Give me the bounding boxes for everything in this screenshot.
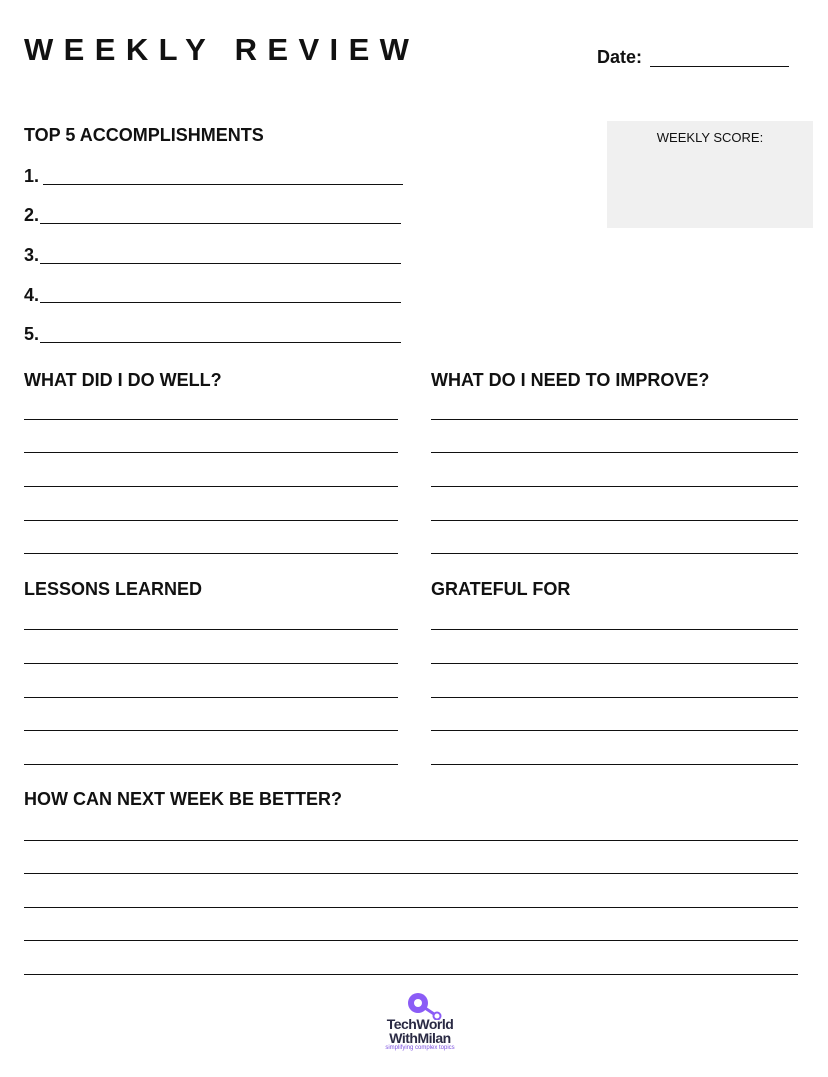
accomplishment-number-3: 3. — [24, 245, 40, 265]
grateful-line-3[interactable] — [431, 697, 798, 698]
grateful-heading: GRATEFUL FOR — [431, 579, 571, 599]
improve-line-4[interactable] — [431, 520, 798, 521]
improve-line-5[interactable] — [431, 553, 798, 554]
lessons-line-1[interactable] — [24, 629, 398, 630]
lessons-line-3[interactable] — [24, 697, 398, 698]
accomplishment-line-4[interactable] — [40, 302, 401, 303]
grateful-line-4[interactable] — [431, 730, 798, 731]
logo-text-line1: TechWorld — [386, 1016, 454, 1032]
lessons-line-4[interactable] — [24, 730, 398, 731]
next-week-line-3[interactable] — [24, 907, 798, 908]
improve-line-3[interactable] — [431, 486, 798, 487]
weekly-score-label: WEEKLY SCORE: — [656, 130, 764, 145]
lessons-line-5[interactable] — [24, 764, 398, 765]
next-week-heading: HOW CAN NEXT WEEK BE BETTER? — [24, 789, 342, 809]
did-well-line-3[interactable] — [24, 486, 398, 487]
accomplishment-number-1: 1. — [24, 166, 40, 186]
grateful-line-1[interactable] — [431, 629, 798, 630]
did-well-line-5[interactable] — [24, 553, 398, 554]
accomplishments-heading: TOP 5 ACCOMPLISHMENTS — [24, 125, 264, 145]
logo-tagline: simplifying complex topics — [385, 1045, 455, 1051]
grateful-line-5[interactable] — [431, 764, 798, 765]
accomplishment-line-5[interactable] — [40, 342, 401, 343]
lessons-line-2[interactable] — [24, 663, 398, 664]
date-field-line[interactable] — [650, 66, 789, 67]
accomplishment-number-4: 4. — [24, 285, 40, 305]
lessons-heading: LESSONS LEARNED — [24, 579, 203, 599]
did-well-line-4[interactable] — [24, 520, 398, 521]
accomplishment-number-2: 2. — [24, 205, 40, 225]
improve-heading: WHAT DO I NEED TO IMPROVE? — [431, 370, 710, 390]
next-week-line-1[interactable] — [24, 840, 798, 841]
next-week-line-2[interactable] — [24, 873, 798, 874]
improve-line-1[interactable] — [431, 419, 798, 420]
did-well-heading: WHAT DID I DO WELL? — [24, 370, 222, 390]
accomplishment-number-5: 5. — [24, 324, 40, 344]
logo-text-line2: WithMilan — [389, 1030, 451, 1046]
next-week-line-5[interactable] — [24, 974, 798, 975]
date-label: Date: — [597, 47, 643, 67]
grateful-line-2[interactable] — [431, 663, 798, 664]
next-week-line-4[interactable] — [24, 940, 798, 941]
improve-line-2[interactable] — [431, 452, 798, 453]
page-title: WEEKLY REVIEW — [24, 32, 420, 67]
accomplishment-line-1[interactable] — [43, 184, 403, 185]
did-well-line-1[interactable] — [24, 419, 398, 420]
accomplishment-line-2[interactable] — [40, 223, 401, 224]
did-well-line-2[interactable] — [24, 452, 398, 453]
accomplishment-line-3[interactable] — [40, 263, 401, 264]
